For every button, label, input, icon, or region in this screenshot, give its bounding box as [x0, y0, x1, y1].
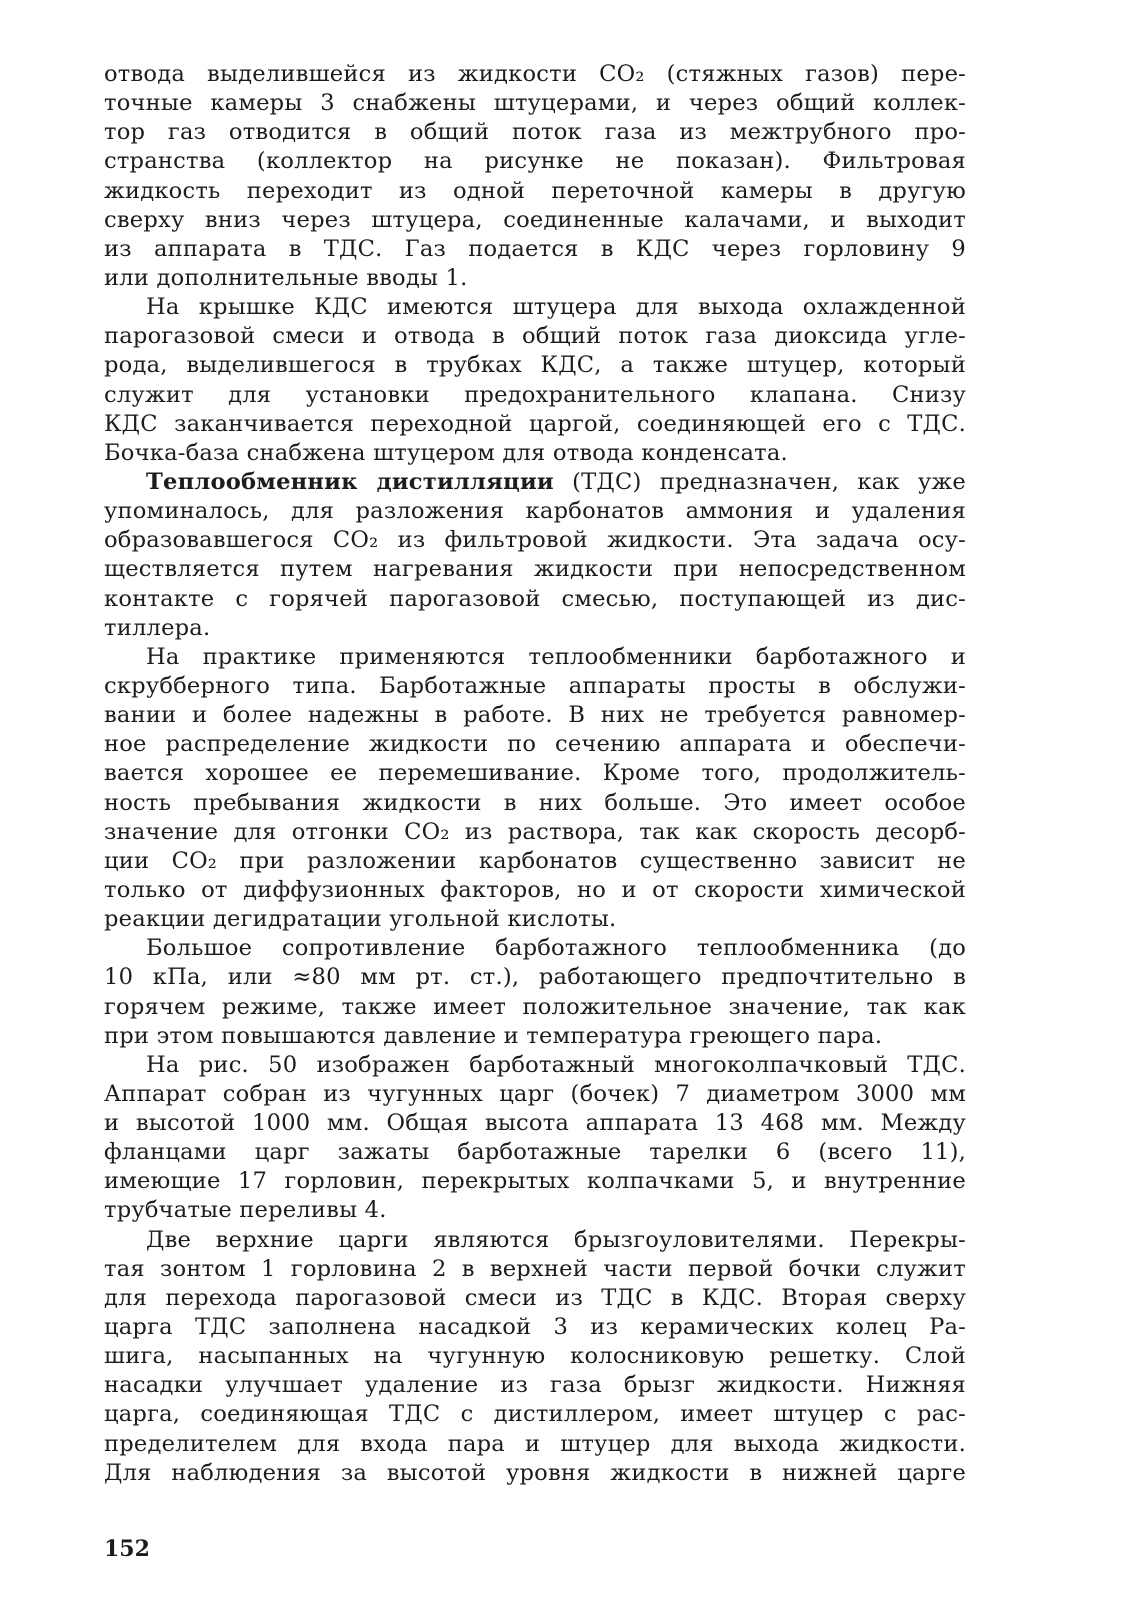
line-text: и высотой 1000 мм. Общая высота аппарата 13 468 мм. Между	[104, 1110, 966, 1137]
text-line	[104, 672, 966, 701]
line-text: рода, выделившегося в трубках КДС, а также штуцер, который	[104, 352, 966, 379]
line-text: ции СО₂ при разложении карбонатов существенно зависит не	[104, 847, 966, 874]
page-number: 152	[104, 1536, 150, 1562]
line-text: служит для установки предохранительного клапана. Снизу	[104, 381, 966, 408]
line-text: или дополнительные вводы 1.	[104, 264, 468, 291]
line-text: отвода выделившейся из жидкости СО₂ (стяжных газов) пере-	[104, 61, 966, 87]
text-line	[104, 1342, 966, 1371]
text-line	[104, 410, 966, 439]
text-line	[104, 1400, 966, 1429]
line-text: шига, насыпанных на чугунную колосниковую решетку. Слой	[104, 1343, 966, 1370]
text-line	[104, 1371, 966, 1400]
text-line	[104, 439, 966, 468]
line-text: для перехода парогазовой смеси из ТДС в КДС. Вторая сверху	[104, 1284, 966, 1311]
line-text: скрубберного типа. Барботажные аппараты просты в обслужи-	[104, 672, 966, 699]
text-line	[104, 818, 966, 847]
text-line	[104, 206, 966, 235]
text-line	[104, 1051, 966, 1080]
line-text: Для наблюдения за высотой уровня жидкости в нижней царге	[104, 1459, 966, 1486]
text-line	[104, 789, 966, 818]
text-line	[104, 118, 966, 147]
line-text: странства (коллектор на рисунке не показан). Фильтровая	[104, 148, 966, 175]
line-text: Аппарат собран из чугунных царг (бочек) 7 диаметром 3000 мм	[104, 1080, 966, 1107]
text-line	[104, 847, 966, 876]
line-text: ществляется путем нагревания жидкости при непосредственном	[104, 556, 966, 583]
text-line	[104, 1284, 966, 1313]
text-line	[104, 701, 966, 730]
text-line	[104, 934, 966, 963]
line-text: реакции дегидратации угольной кислоты.	[104, 906, 617, 933]
text-line	[104, 585, 966, 614]
text-line	[104, 497, 966, 526]
text-line	[104, 60, 966, 89]
text-line	[104, 876, 966, 905]
text-line	[104, 293, 966, 322]
text-line	[104, 322, 966, 351]
line-text: имеющие 17 горловин, перекрытых колпачками 5, и внутренние	[104, 1168, 966, 1195]
text-line	[104, 468, 966, 497]
line-text: горячем режиме, также имеет положительное значение, так как	[104, 993, 966, 1020]
text-line	[104, 1138, 966, 1167]
line-text: точные камеры 3 снабжены штуцерами, и через общий коллек-	[104, 90, 966, 117]
line-text: (ТДС) предназначен, как уже	[553, 468, 966, 495]
text-line	[104, 614, 966, 643]
line-text: сверху вниз через штуцера, соединенные калачами, и выходит	[104, 206, 966, 233]
line-text: контакте с горячей парогазовой смесью, поступающей из дис-	[104, 585, 966, 612]
line-text: образовавшегося СО₂ из фильтровой жидкости. Эта задача осу-	[104, 527, 966, 554]
text-line	[104, 1196, 966, 1225]
line-text: ность пребывания жидкости в них больше. Это имеет особое	[104, 789, 966, 816]
line-text: КДС заканчивается переходной царгой, соединяющей его с ТДС.	[104, 410, 966, 437]
line-text: На рис. 50 изображен барботажный многоколпачковый ТДС.	[146, 1051, 966, 1078]
line-text: ное распределение жидкости по сечению аппарата и обеспечи-	[104, 731, 966, 758]
text-line	[104, 1109, 966, 1138]
line-text: тая зонтом 1 горловина 2 в верхней части первой бочки служит	[104, 1255, 966, 1282]
line-text: жидкость переходит из одной переточной камеры в другую	[104, 177, 966, 204]
line-text: На крышке КДС имеются штуцера для выхода охлажденной	[146, 294, 966, 321]
text-line	[104, 1255, 966, 1284]
text-line	[104, 235, 966, 264]
text-line	[104, 643, 966, 672]
text-line	[104, 1022, 966, 1051]
line-text: трубчатые переливы 4.	[104, 1197, 387, 1224]
line-text: насадки улучшает удаление из газа брызг жидкости. Нижняя	[104, 1372, 966, 1399]
text-line	[104, 1313, 966, 1342]
line-text: тор газ отводится в общий поток газа из межтрубного про-	[104, 119, 966, 146]
line-text: фланцами царг зажаты барботажные тарелки 6 (всего 11),	[104, 1139, 966, 1166]
line-text: царга, соединяющая ТДС с дистиллером, имеет штуцер с рас-	[104, 1401, 966, 1428]
text-line	[104, 759, 966, 788]
text-line	[104, 89, 966, 118]
line-text: вании и более надежны в работе. В них не требуется равномер-	[104, 702, 966, 729]
line-text: На практике применяются теплообменники барботажного и	[146, 643, 966, 670]
body-text	[104, 60, 966, 1488]
text-line	[104, 905, 966, 934]
line-text: при этом повышаются давление и температура греющего пара.	[104, 1022, 883, 1049]
text-line	[104, 351, 966, 380]
text-line	[104, 1080, 966, 1109]
line-text: пределителем для входа пара и штуцер для выхода жидкости.	[104, 1430, 966, 1457]
line-text: только от диффузионных факторов, но и от скорости химической	[104, 876, 966, 903]
text-line	[104, 730, 966, 759]
line-text: Две верхние царги являются брызгоуловителями. Перекры-	[146, 1226, 966, 1253]
text-line	[104, 1226, 966, 1255]
text-line	[104, 147, 966, 176]
text-line	[104, 264, 966, 293]
text-line	[104, 1167, 966, 1196]
line-text: 10 кПа, или ≈80 мм рт. ст.), работающего предпочтительно в	[104, 964, 966, 991]
text-line	[104, 1430, 966, 1459]
text-line	[104, 555, 966, 584]
line-text: тиллера.	[104, 614, 211, 641]
text-line	[104, 1459, 966, 1488]
line-text: значение для отгонки СО₂ из раствора, так как скорость десорб-	[104, 818, 966, 845]
line-text: царга ТДС заполнена насадкой 3 из керамических колец Ра-	[104, 1314, 966, 1341]
line-text: Бочка-база снабжена штуцером для отвода конденсата.	[104, 439, 788, 466]
line-text: упоминалось, для разложения карбонатов аммония и удаления	[104, 498, 966, 525]
line-text: Большое сопротивление барботажного теплообменника (до	[146, 935, 966, 962]
text-line	[104, 963, 966, 992]
line-text: вается хорошее ее перемешивание. Кроме того, продолжитель-	[104, 760, 966, 787]
line-text: парогазовой смеси и отвода в общий поток газа диоксида угле-	[104, 323, 966, 350]
line-text: из аппарата в ТДС. Газ подается в КДС через горловину 9	[104, 235, 966, 262]
text-line	[104, 993, 966, 1022]
text-line	[104, 381, 966, 410]
text-line	[104, 177, 966, 206]
bold-term: Теплообменник дистилляции	[146, 468, 554, 495]
text-line	[104, 526, 966, 555]
